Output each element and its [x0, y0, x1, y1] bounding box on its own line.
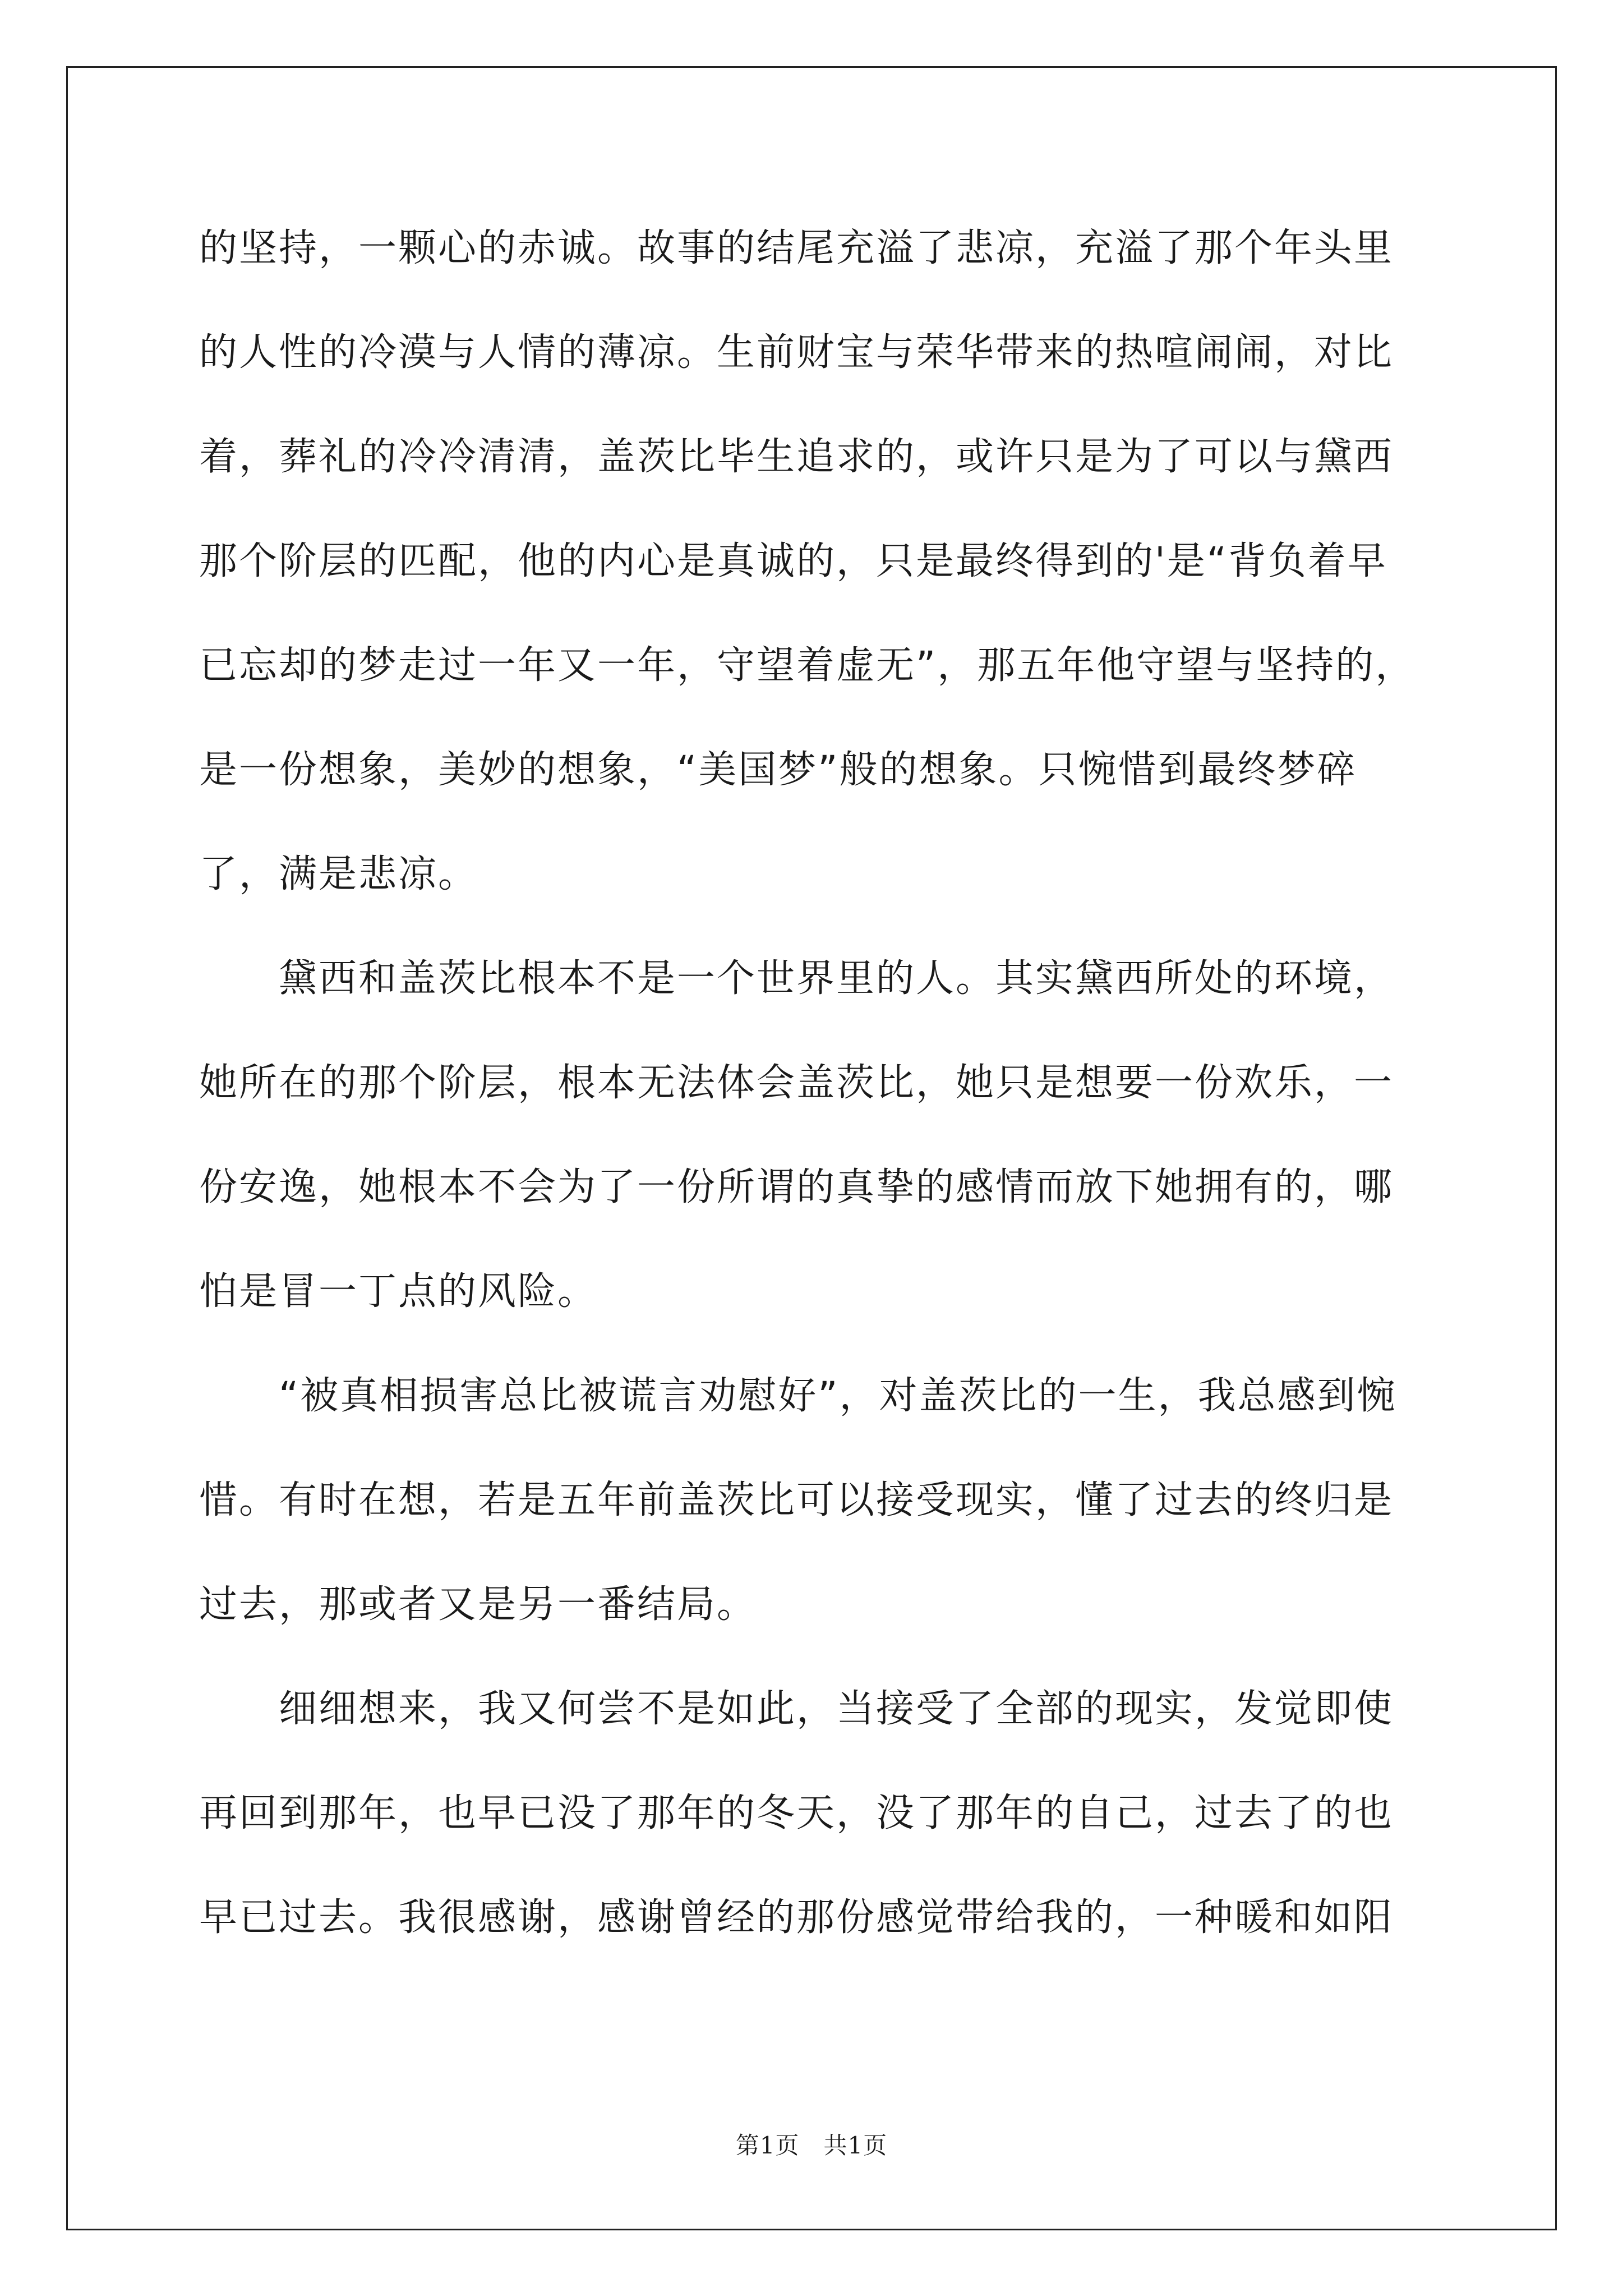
text-line: 的坚持，一颗心的赤诚。故事的结尾充溢了悲凉，充溢了那个年头里	[199, 226, 1394, 270]
text-line: 是一份想象，美妙的想象，“美国梦”般的想象。只惋惜到最终梦碎	[199, 748, 1357, 792]
text-line: 她所在的那个阶层，根本无法体会盖茨比，她只是想要一份欢乐，一	[199, 1061, 1394, 1105]
text-line: “被真相损害总比被谎言劝慰好”，对盖茨比的一生，我总感到惋	[199, 1374, 1397, 1418]
text-line: 惜。有时在想，若是五年前盖茨比可以接受现实，懂了过去的终归是	[199, 1478, 1394, 1522]
text-line: 份安逸，她根本不会为了一份所谓的真挚的感情而放下她拥有的，哪	[199, 1165, 1394, 1209]
text-line: 已忘却的梦走过一年又一年，守望着虚无”，那五年他守望与坚持的，	[199, 643, 1415, 688]
text-line: 了，满是悲凉。	[199, 852, 478, 896]
text-line: 早已过去。我很感谢，感谢曾经的那份感觉带给我的，一种暖和如阳	[199, 1895, 1394, 1940]
text-line: 黛西和盖茨比根本不是一个世界里的人。其实黛西所处的环境，	[199, 956, 1394, 1001]
text-line: 怕是冒一丁点的风险。	[199, 1269, 598, 1314]
text-line: 那个阶层的匹配，他的内心是真诚的，只是最终得到的'是“背负着早	[199, 539, 1387, 583]
text-line: 过去，那或者又是另一番结局。	[199, 1582, 757, 1627]
text-line: 着，葬礼的冷冷清清，盖茨比毕生追求的，或许只是为了可以与黛西	[199, 435, 1394, 479]
document-body	[199, 213, 1455, 1987]
text-line: 细细想来，我又何尝不是如此，当接受了全部的现实，发觉即使	[199, 1687, 1394, 1731]
text-line: 的人性的冷漠与人情的薄凉。生前财宝与荣华带来的热喧闹闹，对比	[199, 330, 1394, 375]
text-line: 再回到那年，也早已没了那年的冬天，没了那年的自己，过去了的也	[199, 1791, 1394, 1835]
page-footer: 第1页 共1页	[735, 2132, 888, 2159]
